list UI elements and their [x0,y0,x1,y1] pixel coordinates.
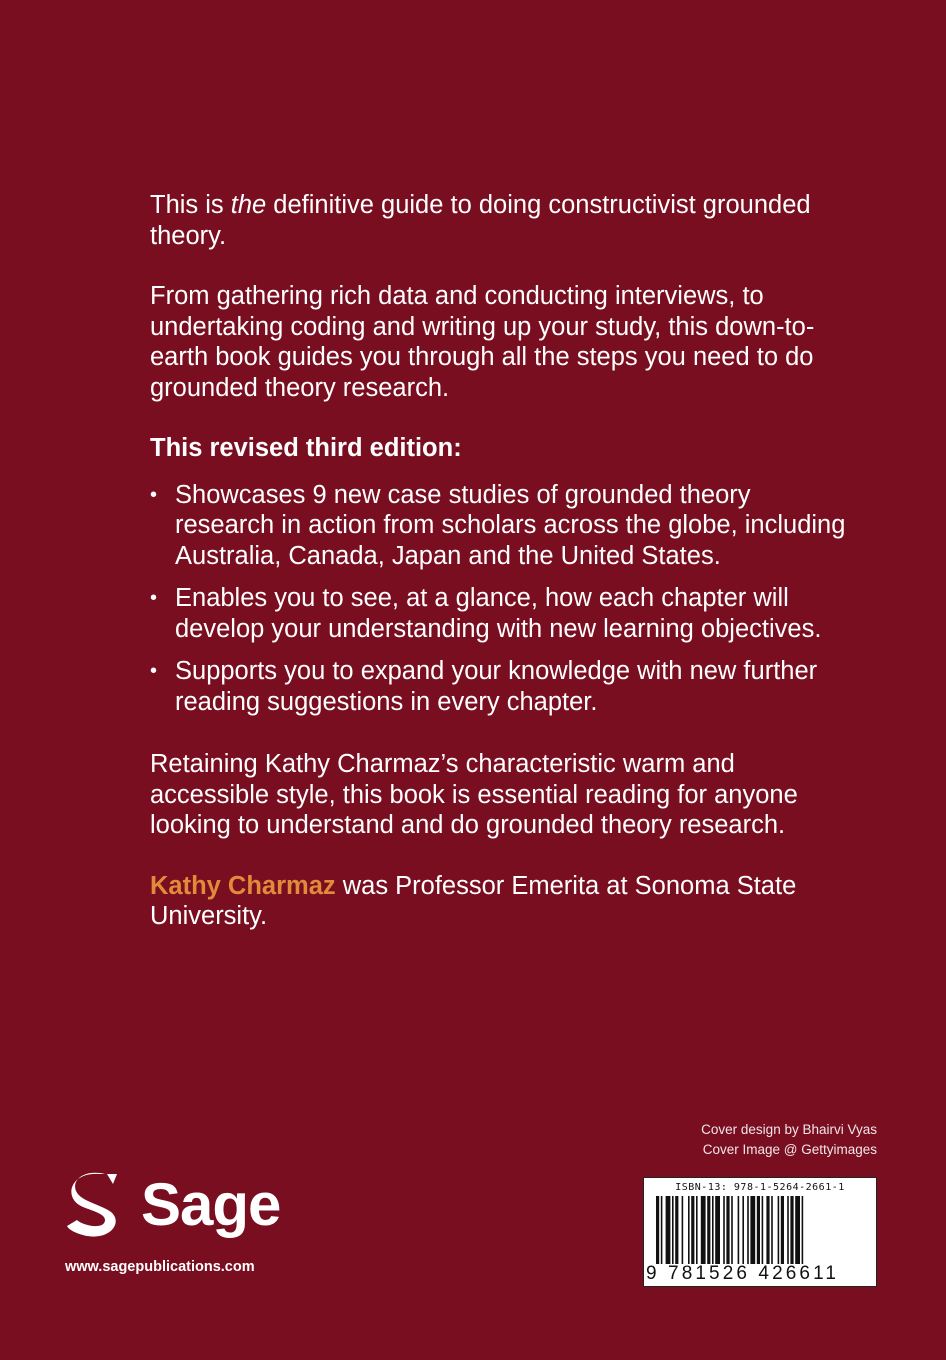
barcode-bar [762,1196,764,1264]
intro-text-start: This is [150,191,231,219]
barcode-bar [682,1196,684,1264]
publisher-url: www.sagepublications.com [65,1259,255,1275]
intro-emphasis: the [230,191,267,219]
barcode-bar [675,1196,678,1264]
author-bio [150,871,850,932]
feature-item-learning-objectives: • Enables you to see, at a glance, how each chapter will develop your understanding with new learning objectives. [150,583,850,644]
barcode-bar [787,1196,789,1264]
barcode-bar [707,1196,710,1264]
barcode-digits: 9 781526 426611 [646,1264,874,1284]
isbn-barcode [643,1177,877,1287]
barcode-bar [723,1196,725,1264]
barcode-bar [778,1196,780,1264]
publisher-name: Sage [141,1171,281,1238]
author-bio-text: was Professor Emerita at Sonoma State University. [150,871,797,930]
barcode-bar [701,1196,706,1264]
barcode-bar [766,1196,769,1264]
barcode-bar [691,1196,694,1264]
barcode-bar [715,1196,720,1264]
barcode-bar [672,1196,674,1264]
author-name: Kathy Charmaz [150,871,336,900]
barcode-bar [688,1196,690,1264]
back-cover-text [150,190,850,962]
feature-item-further-reading: • Supports you to expand your knowledge with new further reading suggestions in every chapter. [150,656,850,717]
barcode-bar [781,1196,784,1264]
barcode-bar [656,1196,659,1264]
closing-paragraph: Retaining Kathy Charmaz’s characteristic warm and accessible style, this book is essential reading for anyone looking to understand and do grounded theory research. [150,750,798,839]
feature-item-case-studies: • Showcases 9 new case studies of grounded theory research in action from scholars across the globe, including Australia, Canada, Japan and the United States. [150,480,850,572]
barcode-bar [731,1196,733,1264]
publisher-logo [65,1170,280,1275]
sage-s-icon [65,1170,123,1240]
barcode-bar [790,1196,793,1264]
edition-feature-list [150,480,850,718]
barcode-bars [656,1196,870,1264]
barcode-bar [771,1196,773,1264]
isbn-label: ISBN-13: 978-1-5264-2661-1 [675,1182,845,1193]
barcode-bar [696,1196,698,1264]
barcode-bar [712,1196,714,1264]
barcode-bar [795,1196,800,1264]
barcode-bar [757,1196,760,1264]
barcode-bar [666,1196,671,1264]
publisher-logo-row [65,1170,280,1240]
overview-paragraph: From gathering rich data and conducting interviews, to undertaking coding and writing up your study, this down-to-earth book guides you through all the steps you need to do grounded theory research. [150,282,815,402]
barcode-bar [742,1196,744,1264]
cover-image-credit: Cover Image @ Gettyimages [702,1142,877,1157]
barcode-bar [750,1196,755,1264]
intro-text-end: definitive guide to doing constructivist grounded theory. [150,191,811,250]
cover-credits [701,1120,877,1160]
barcode-bar [726,1196,729,1264]
barcode-bar [738,1196,740,1264]
edition-heading: This revised third edition: [150,434,462,462]
barcode-bar [802,1196,804,1264]
barcode-bar [747,1196,749,1264]
intro-paragraph [150,190,850,251]
cover-design-credit: Cover design by Bhairvi Vyas [701,1122,877,1137]
barcode-bar [661,1196,663,1264]
